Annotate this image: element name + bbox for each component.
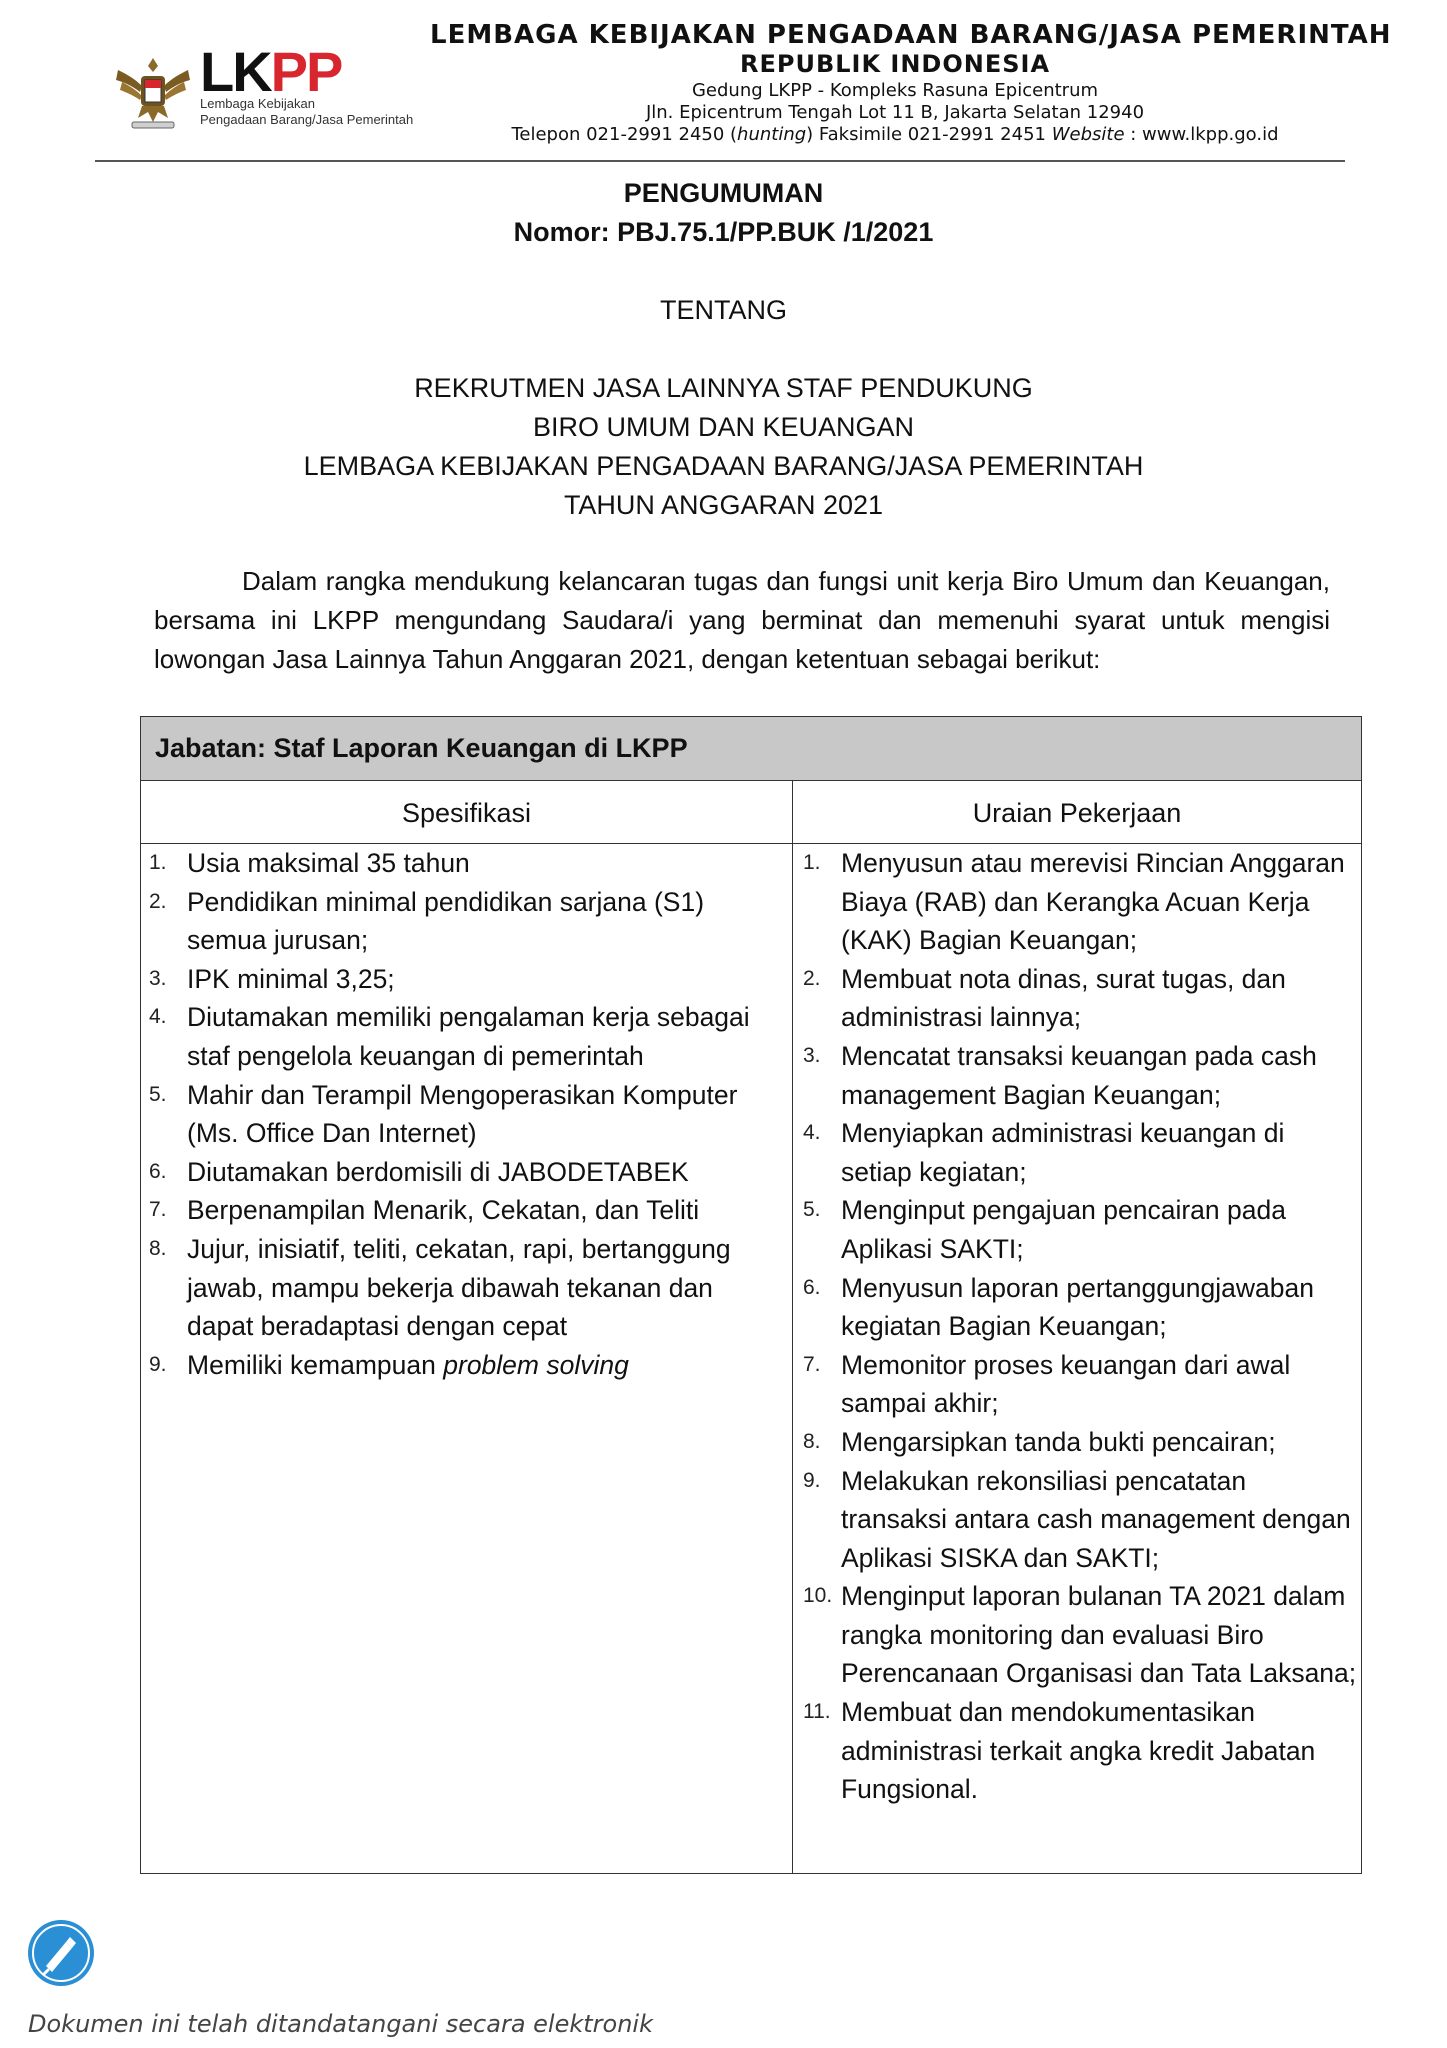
list-text: Membuat nota dinas, surat tugas, dan administrasi lainnya; xyxy=(841,963,1286,1033)
spec-item xyxy=(149,1076,779,1153)
job-table xyxy=(140,716,1362,1874)
list-text: Mengarsipkan tanda bukti pencairan; xyxy=(841,1426,1276,1457)
list-text-italic: problem solving xyxy=(443,1349,629,1380)
street-address: Jln. Epicentrum Tengah Lot 11 B, Jakarta Selatan 12940 xyxy=(645,102,1145,123)
duty-item xyxy=(803,1346,1358,1423)
spec-item xyxy=(149,1346,779,1385)
list-text: Membuat dan mendokumentasikan administrasi terkait angka kredit Jabatan Fungsional. xyxy=(841,1697,1316,1805)
list-number: 7. xyxy=(149,1198,167,1222)
list-number: 1. xyxy=(149,851,167,874)
list-number: 9. xyxy=(149,1352,167,1376)
list-number: 11. xyxy=(803,1700,831,1724)
list-number: 3. xyxy=(803,1043,821,1067)
duties-list xyxy=(803,844,1358,1809)
list-number: 1. xyxy=(803,851,821,874)
list-text: Memonitor proses keuangan dari awal sampai akhir; xyxy=(841,1349,1291,1419)
org-name: LEMBAGA KEBIJAKAN PENGADAAN BARANG/JASA PEMERINTAH xyxy=(430,20,1392,50)
list-text: IPK minimal 3,25; xyxy=(187,963,395,994)
spec-item xyxy=(149,1230,779,1346)
building-address: Gedung LKPP - Kompleks Rasuna Epicentrum xyxy=(691,80,1099,101)
list-number: 8. xyxy=(803,1429,821,1453)
list-text: Usia maksimal 35 tahun xyxy=(187,848,470,878)
position-header xyxy=(141,717,1361,781)
list-text: Melakukan rekonsiliasi pencatatan transaksi antara cash management dengan Aplikasi SISKA dan SAKTI; xyxy=(841,1465,1351,1573)
list-number: 5. xyxy=(803,1198,821,1222)
duty-item xyxy=(803,1693,1358,1809)
signature-badge-icon xyxy=(26,1918,96,1988)
list-number: 10. xyxy=(803,1584,833,1608)
duties-column-header: Uraian Pekerjaan xyxy=(972,798,1182,828)
about-label: TENTANG xyxy=(660,295,787,325)
duty-item xyxy=(803,1269,1358,1346)
list-number: 6. xyxy=(149,1159,167,1183)
list-number: 4. xyxy=(149,1005,167,1029)
column-divider xyxy=(792,781,793,1873)
list-text: Menyusun laporan pertanggungjawaban kegiatan Bagian Keuangan; xyxy=(841,1272,1314,1342)
list-number: 7. xyxy=(803,1352,821,1376)
announcement-heading: PENGUMUMAN xyxy=(623,178,824,208)
duty-item xyxy=(803,1114,1358,1191)
garuda-emblem-icon xyxy=(112,52,194,132)
spec-item xyxy=(149,844,779,883)
list-text: Mahir dan Terampil Mengoperasikan Komputer (Ms. Office Dan Internet) xyxy=(187,1079,738,1149)
spec-item xyxy=(149,960,779,999)
list-number: 4. xyxy=(803,1121,821,1145)
spec-item xyxy=(149,998,779,1075)
list-text: Diutamakan memiliki pengalaman kerja sebagai staf pengelola keuangan di pemerintah xyxy=(187,1002,750,1071)
list-text: Menginput pengajuan pencairan pada Aplikasi SAKTI; xyxy=(841,1195,1286,1264)
duty-item xyxy=(803,1191,1358,1268)
position-title: Jabatan: Staf Laporan Keuangan di LKPP xyxy=(155,733,688,763)
subject-line-2: BIRO UMUM DAN KEUANGAN xyxy=(532,412,915,442)
list-text: Menyusun atau merevisi Rincian Anggaran Biaya (RAB) dan Kerangka Acuan Kerja (KAK) Bagian Keuangan; xyxy=(841,848,1345,956)
duty-item xyxy=(803,1577,1358,1693)
duty-item xyxy=(803,844,1358,960)
list-number: 9. xyxy=(803,1468,821,1492)
intro-paragraph: Dalam rangka mendukung kelancaran tugas dan fungsi unit kerja Biro Umum dan Keuangan, bersama ini LKPP mengundang Saudara/i yang berminat dan memenuhi syarat untuk mengisi lowongan Jasa Lainnya Tahun Anggaran 2021, dengan ketentuan sebagai berikut: xyxy=(154,566,1330,674)
list-text: Memiliki kemampuan xyxy=(187,1349,444,1380)
duty-item xyxy=(803,1423,1358,1462)
spec-list xyxy=(149,844,779,1384)
duty-item xyxy=(803,1037,1358,1114)
spec-item xyxy=(149,1191,779,1230)
list-text: Menginput laporan bulanan TA 2021 dalam rangka monitoring dan evaluasi Biro Perencanaan Organisasi dan Tata Laksana; xyxy=(841,1581,1357,1689)
list-number: 5. xyxy=(149,1082,167,1106)
list-number: 3. xyxy=(149,966,167,990)
list-number: 2. xyxy=(149,889,167,913)
list-text: Pendidikan minimal pendidikan sarjana (S1) semua jurusan; xyxy=(187,886,705,956)
subject-line-1: REKRUTMEN JASA LAINNYA STAF PENDUKUNG xyxy=(414,373,1033,403)
subject-line-3: LEMBAGA KEBIJAKAN PENGADAAN BARANG/JASA PEMERINTAH xyxy=(303,451,1144,481)
announcement-number: Nomor: PBJ.75.1/PP.BUK /1/2021 xyxy=(513,217,934,247)
lkpp-wordmark: LKPP xyxy=(200,40,342,103)
contact-line: Telepon 021-2991 2450 (hunting) Faksimile 021-2991 2451 Website : www.lkpp.go.id xyxy=(511,124,1279,145)
list-text: Mencatat transaksi keuangan pada cash management Bagian Keuangan; xyxy=(841,1040,1317,1110)
letterhead-divider xyxy=(95,160,1345,162)
list-number: 6. xyxy=(803,1275,821,1299)
duty-item xyxy=(803,1462,1358,1578)
list-number: 8. xyxy=(149,1236,167,1260)
list-text: Jujur, inisiatif, teliti, cekatan, rapi, bertanggung jawab, mampu bekerja dibawah tekanan dan dapat beradaptasi dengan cepat xyxy=(187,1233,731,1342)
subject-line-4: TAHUN ANGGARAN 2021 xyxy=(563,490,884,520)
list-number: 2. xyxy=(803,966,821,990)
spec-item xyxy=(149,883,779,960)
country-name: REPUBLIK INDONESIA xyxy=(739,50,1051,78)
letterhead xyxy=(0,0,1447,170)
esign-note: Dokumen ini telah ditandatangani secara elektronik xyxy=(28,2010,653,2038)
duty-item xyxy=(803,960,1358,1037)
list-text: Menyiapkan administrasi keuangan di setiap kegiatan; xyxy=(841,1118,1285,1187)
logo-subtitle: Lembaga Kebijakan Pengadaan Barang/Jasa Pemerintah xyxy=(200,96,414,127)
spec-column-header: Spesifikasi xyxy=(401,798,532,828)
list-text: Diutamakan berdomisili di JABODETABEK xyxy=(187,1156,689,1187)
spec-item xyxy=(149,1153,779,1192)
list-text: Berpenampilan Menarik, Cekatan, dan Teliti xyxy=(187,1195,700,1226)
